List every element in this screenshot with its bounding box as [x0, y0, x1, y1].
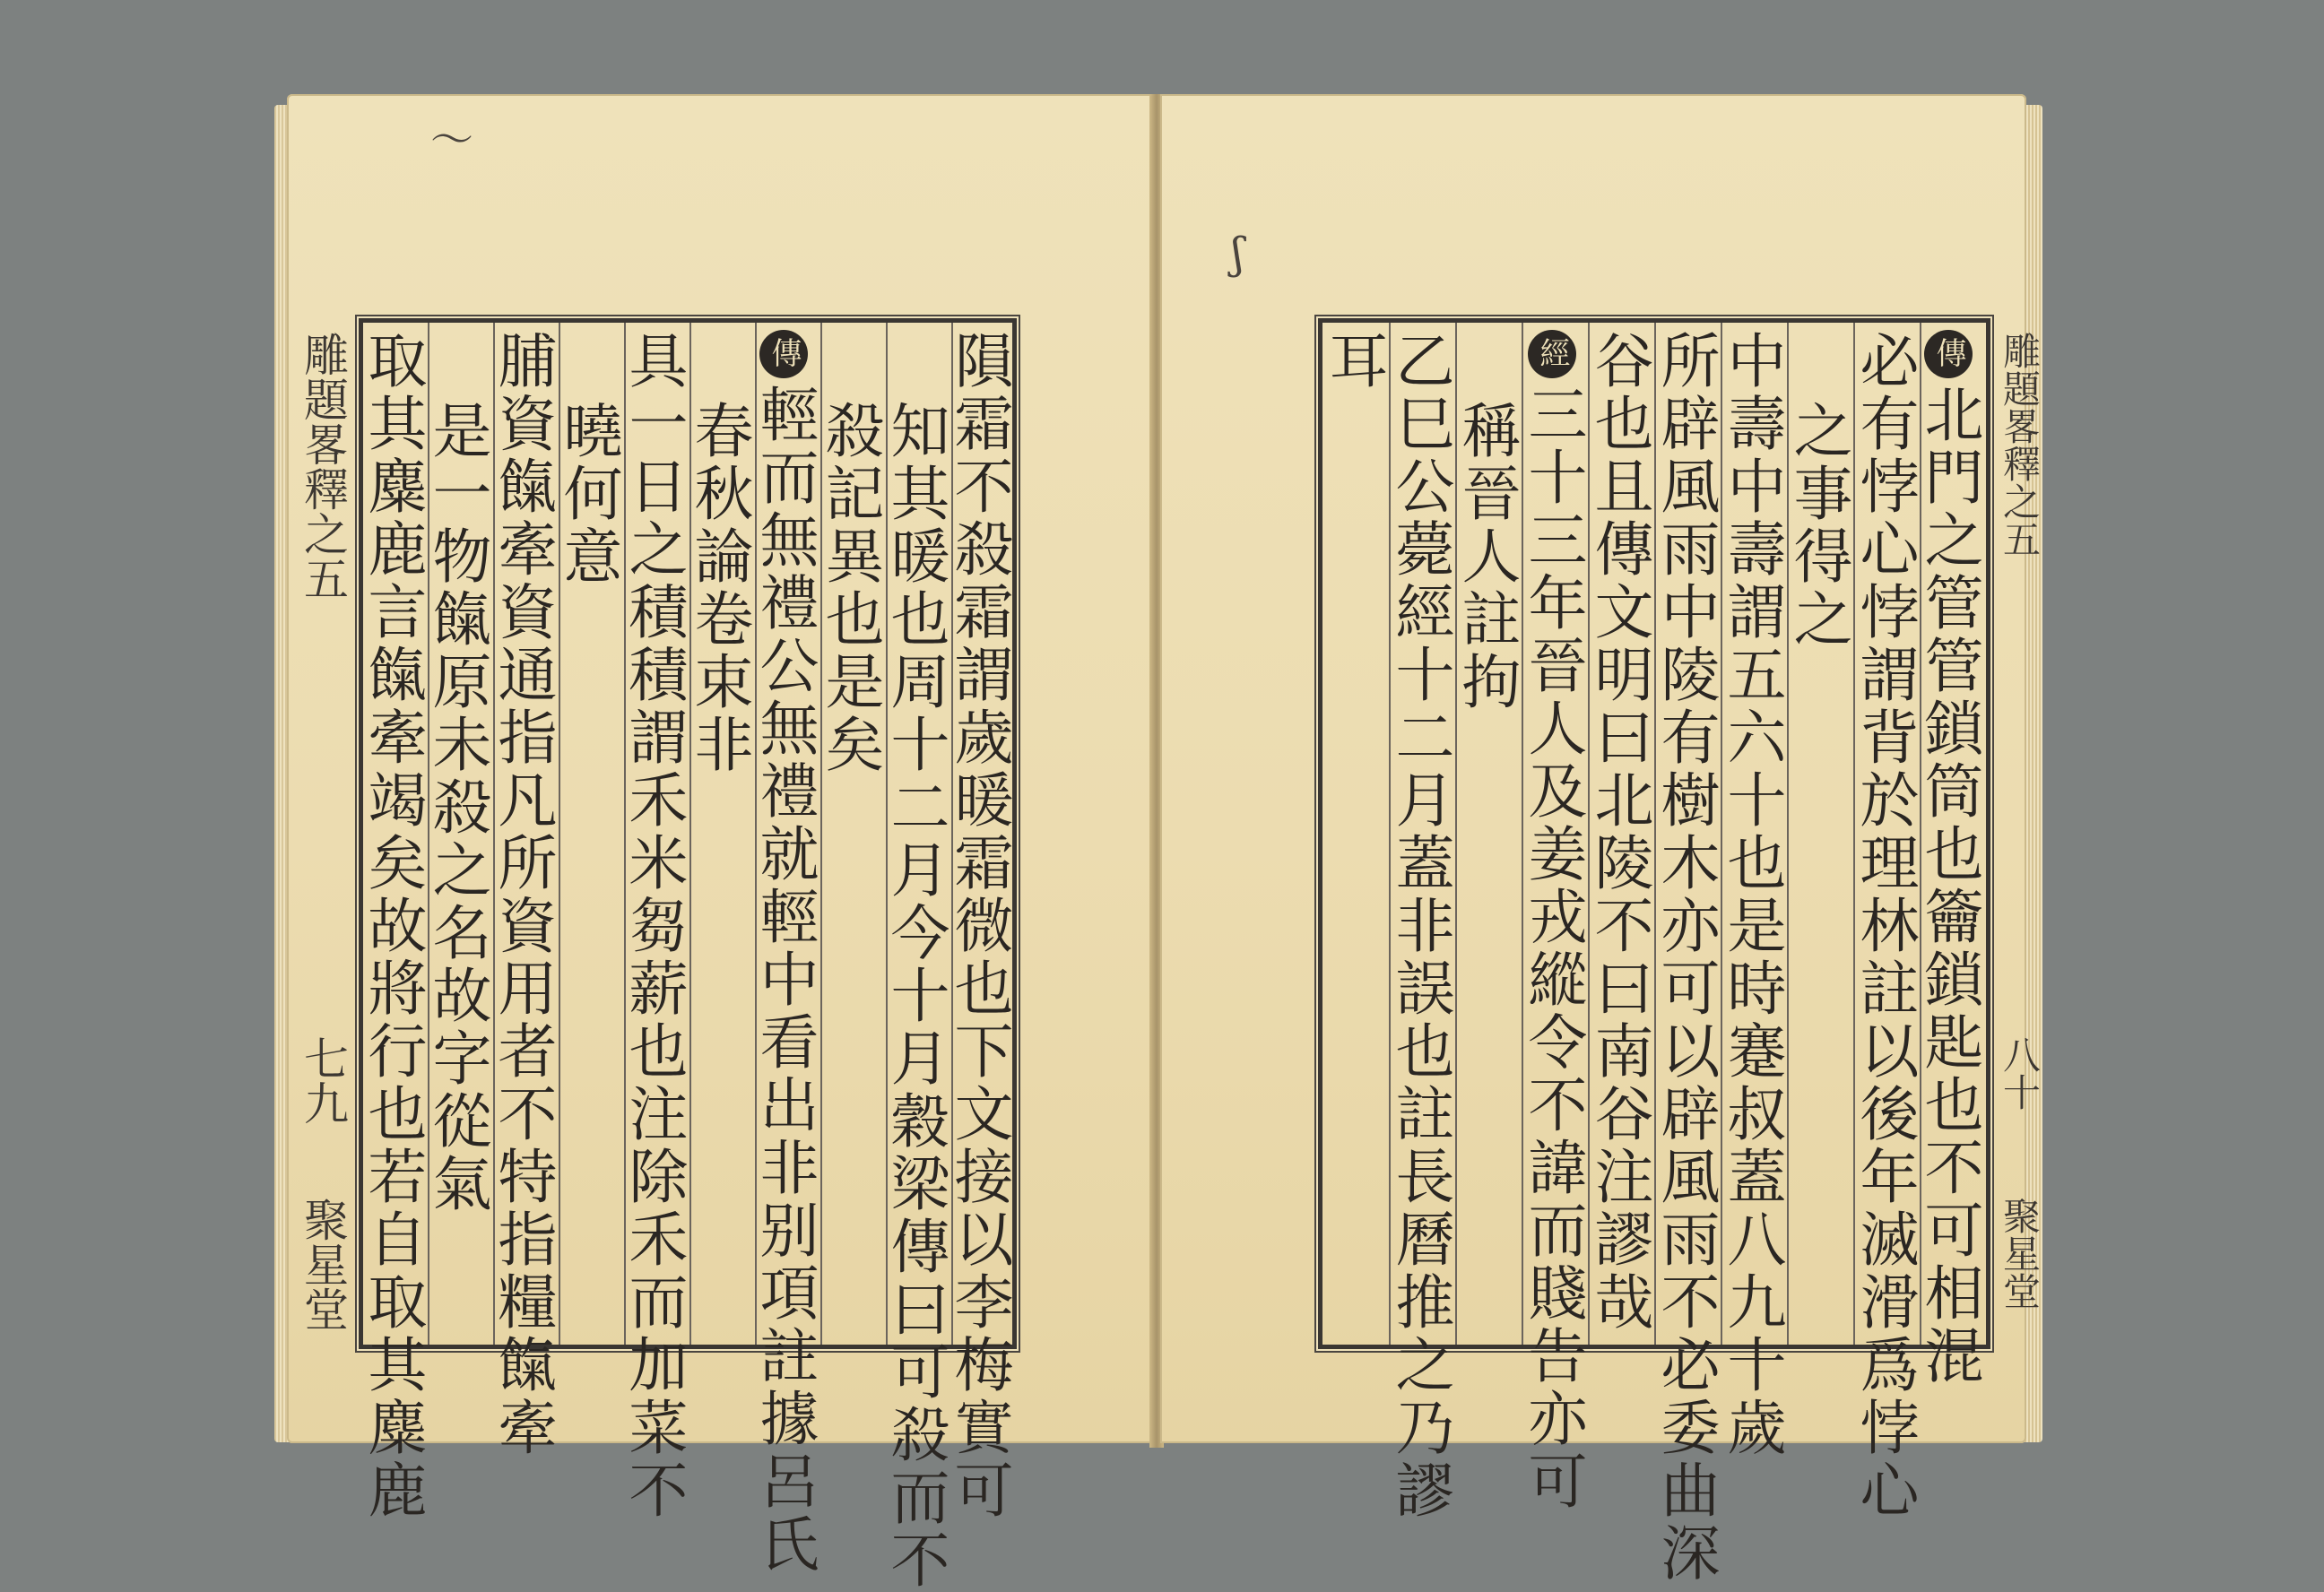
right-margin-title: 雕題畧釋之五: [1998, 332, 2042, 558]
column-text: 三十三年晉人及姜戎縱令不諱而賤告亦可: [1518, 384, 1587, 1513]
right-page: [1160, 94, 2042, 1585]
open-book: [287, 94, 2042, 1592]
text-column: 是一物餼原未殺之名故字從氣: [422, 400, 491, 1216]
text-column: 乙巳公薨經十二月蓋非誤也註長曆推之乃謬: [1385, 330, 1454, 1522]
left-margin-page-number: 七九: [297, 1035, 349, 1125]
text-column: 取其麋鹿言餼牽竭矣故將行也若自取其麋鹿: [358, 330, 427, 1522]
left-margin-title: 雕題畧釋之五: [297, 332, 349, 601]
left-page: [287, 94, 1153, 1592]
right-text-frame: [1318, 318, 1990, 1585]
text-column-with-badge: [750, 323, 819, 1576]
text-column: 中壽中壽謂五六十也是時蹇叔蓋八九十歲: [1717, 330, 1786, 1459]
text-column: 脯資餼牽資通指凡所資用者不特指糧餼牽: [488, 330, 557, 1459]
commentary-badge-icon: 傳: [759, 330, 808, 378]
text-column: 必有悖心悖謂背於理林註以後年滅滑爲悖心: [1850, 330, 1919, 1522]
column-text: 北門之管管鎖筒也籥鎖匙也不可相混: [1914, 384, 1983, 1388]
left-margin-publisher: 聚星堂: [297, 1197, 349, 1331]
text-column: 之事得之: [1783, 400, 1852, 651]
text-column: 谷也且傳文明曰北陵不曰南谷注謬哉: [1584, 330, 1653, 1334]
text-column: 殺記異也是矣: [815, 400, 884, 776]
right-margin-page-number: 八十: [1998, 1035, 2042, 1111]
text-column: 具一日之積積謂禾米芻薪也注除禾而加菜不: [619, 330, 688, 1522]
text-column: 曉何意: [553, 400, 622, 588]
text-column: 知其暖也周十二月今十月穀梁傳曰可殺而不: [880, 400, 950, 1592]
left-text-frame: [358, 318, 1017, 1592]
text-column-with-badge: [1914, 323, 1983, 1388]
ink-mark: ʃ: [1232, 229, 1244, 279]
text-column: 稱晉人註拘: [1452, 400, 1521, 714]
classic-badge-icon: 經: [1528, 330, 1576, 378]
text-column-with-badge: [1518, 323, 1587, 1513]
text-column: 春秋論卷束非: [684, 400, 753, 776]
text-column: 所辟風雨中陵有樹木亦可以辟風雨不必委曲深: [1651, 330, 1720, 1585]
column-text: 輕而無禮公無禮就輕中看出非别項註據呂氏: [750, 384, 819, 1576]
commentary-badge-icon: 傳: [1924, 330, 1973, 378]
text-column: 隕霜不殺霜謂歲暖霜微也下文接以李梅實可: [944, 330, 1013, 1522]
text-column: 耳: [1319, 330, 1388, 393]
right-margin-publisher: 聚星堂: [1998, 1197, 2042, 1310]
ink-mark: 〜: [430, 115, 474, 165]
